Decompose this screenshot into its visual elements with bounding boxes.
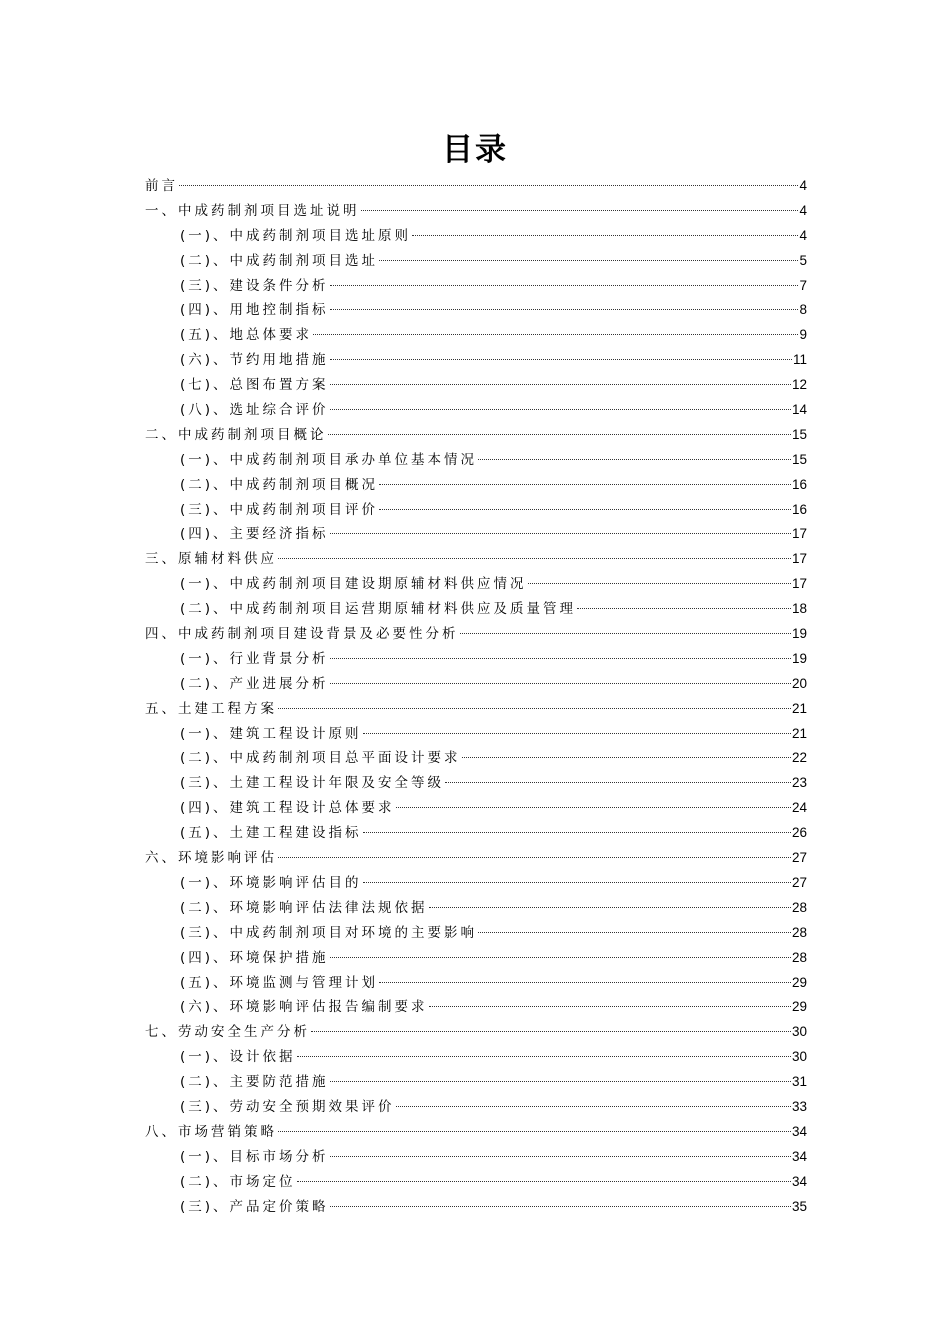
toc-entry-label: (七)、总图布置方案 <box>180 377 329 394</box>
toc-entry-label: (二)、中成药制剂项目运营期原辅材料供应及质量管理 <box>180 601 577 618</box>
toc-dot-leader <box>330 1206 791 1207</box>
toc-page-number: 29 <box>791 999 807 1015</box>
toc-dot-leader <box>330 409 791 410</box>
toc-dot-leader <box>412 235 798 236</box>
toc-section-entry[interactable] <box>145 1195 807 1220</box>
toc-dot-leader <box>363 832 791 833</box>
toc-dot-leader <box>445 782 791 783</box>
toc-entry-label: 七、劳动安全生产分析 <box>145 1024 310 1041</box>
toc-page-number: 21 <box>791 700 807 716</box>
toc-dot-leader <box>460 633 791 634</box>
toc-section-entry[interactable] <box>145 498 807 523</box>
toc-page-number: 12 <box>791 377 807 393</box>
toc-entry-label: 三、原辅材料供应 <box>145 551 277 568</box>
toc-page-number: 14 <box>791 402 807 418</box>
toc-section-entry[interactable] <box>145 1095 807 1120</box>
toc-entry-label: (一)、行业背景分析 <box>180 650 329 667</box>
toc-page-number: 19 <box>791 650 807 666</box>
toc-entry-label: (三)、中成药制剂项目评价 <box>180 501 379 518</box>
toc-section-entry[interactable] <box>145 896 807 921</box>
toc-dot-leader <box>278 857 791 858</box>
toc-page-number: 29 <box>791 974 807 990</box>
toc-chapter-entry[interactable] <box>145 846 807 871</box>
toc-entry-label: (五)、环境监测与管理计划 <box>180 974 379 991</box>
toc-entry-label: 四、中成药制剂项目建设背景及必要性分析 <box>145 626 459 643</box>
toc-dot-leader <box>330 285 799 286</box>
page-title: 目录 <box>442 132 508 168</box>
toc-dot-leader <box>313 334 798 335</box>
toc-dot-leader <box>478 932 791 933</box>
toc-entry-label: (二)、主要防范措施 <box>180 1074 329 1091</box>
toc-dot-leader <box>311 1031 791 1032</box>
toc-entry-label: (六)、节约用地措施 <box>180 352 329 369</box>
toc-dot-leader <box>379 260 798 261</box>
toc-entry-label: (三)、建设条件分析 <box>180 277 329 294</box>
toc-entry-label: (二)、中成药制剂项目概况 <box>180 476 379 493</box>
toc-dot-leader <box>328 434 791 435</box>
toc-dot-leader <box>330 533 791 534</box>
toc-dot-leader <box>462 757 791 758</box>
toc-entry-label: 六、环境影响评估 <box>145 850 277 867</box>
toc-page-number: 17 <box>791 576 807 592</box>
toc-section-entry[interactable] <box>145 995 807 1020</box>
toc-dot-leader <box>330 359 792 360</box>
toc-entry-label: 二、中成药制剂项目概论 <box>145 426 327 443</box>
toc-entry-label: (八)、选址综合评价 <box>180 402 329 419</box>
toc-entry-label: (三)、土建工程设计年限及安全等级 <box>180 775 445 792</box>
toc-page-number: 5 <box>799 252 807 268</box>
toc-page-number: 4 <box>799 178 807 193</box>
toc-entry-label: (一)、环境影响评估目的 <box>180 874 362 891</box>
toc-dot-leader <box>278 708 791 709</box>
toc-section-entry[interactable] <box>145 398 807 423</box>
toc-entry-label: (一)、中成药制剂项目承办单位基本情况 <box>180 451 478 468</box>
toc-chapter-entry[interactable] <box>145 423 807 448</box>
toc-dot-leader <box>297 1056 791 1057</box>
toc-entry-label: (二)、产业进展分析 <box>180 675 329 692</box>
toc-entry-label: (二)、环境影响评估法律法规依据 <box>180 899 428 916</box>
toc-section-entry[interactable] <box>145 796 807 821</box>
toc-page-number: 17 <box>791 551 807 567</box>
toc-page-number: 7 <box>799 277 807 293</box>
toc-section-entry[interactable] <box>145 946 807 971</box>
toc-section-entry[interactable] <box>145 672 807 697</box>
toc-dot-leader <box>528 583 791 584</box>
toc-dot-leader <box>361 210 799 211</box>
toc-page-number: 33 <box>791 1098 807 1114</box>
toc-section-entry[interactable] <box>145 274 807 299</box>
toc-dot-leader <box>429 907 791 908</box>
toc-page-number: 31 <box>791 1074 807 1090</box>
toc-page-number: 28 <box>791 899 807 915</box>
toc-entry-label: (一)、设计依据 <box>180 1049 296 1066</box>
toc-chapter-entry[interactable] <box>145 697 807 722</box>
toc-entry-label: (五)、土建工程建设指标 <box>180 825 362 842</box>
toc-section-entry[interactable] <box>145 771 807 796</box>
toc-page-number: 30 <box>791 1024 807 1040</box>
toc-page-number: 19 <box>791 626 807 642</box>
toc-entry-label: (五)、地总体要求 <box>180 327 313 344</box>
toc-dot-leader <box>478 459 791 460</box>
toc-section-entry[interactable] <box>145 448 807 473</box>
toc-section-entry[interactable] <box>145 1170 807 1195</box>
toc-page-number: 11 <box>792 352 807 368</box>
toc-dot-leader <box>363 882 791 883</box>
toc-page-number: 16 <box>791 501 807 517</box>
toc-section-entry[interactable] <box>145 1145 807 1170</box>
toc-section-entry[interactable] <box>145 522 807 547</box>
toc-dot-leader <box>396 1106 791 1107</box>
toc-entry-label: (三)、中成药制剂项目对环境的主要影响 <box>180 924 478 941</box>
toc-chapter-entry[interactable] <box>145 174 807 199</box>
toc-page-number: 17 <box>791 526 807 542</box>
toc-dot-leader <box>379 982 791 983</box>
toc-page-number: 28 <box>791 949 807 965</box>
toc-chapter-entry[interactable] <box>145 1120 807 1145</box>
toc-section-entry[interactable] <box>145 373 807 398</box>
toc-page-number: 21 <box>791 725 807 741</box>
toc-section-entry[interactable] <box>145 647 807 672</box>
toc-entry-label: (一)、中成药制剂项目选址原则 <box>180 227 412 244</box>
toc-page-number: 4 <box>799 202 807 218</box>
toc-entry-label: 一、中成药制剂项目选址说明 <box>145 202 360 219</box>
toc-entry-label: (三)、劳动安全预期效果评价 <box>180 1098 395 1115</box>
toc-page-number: 8 <box>799 302 807 318</box>
toc-entry-label: (一)、中成药制剂项目建设期原辅材料供应情况 <box>180 576 527 593</box>
toc-entry-label: 八、市场营销策略 <box>145 1123 277 1140</box>
toc-section-entry[interactable] <box>145 323 807 348</box>
toc-page-number: 24 <box>791 800 807 816</box>
toc-entry-label: (四)、建筑工程设计总体要求 <box>180 800 395 817</box>
toc-entry-label: (二)、中成药制剂项目选址 <box>180 252 379 269</box>
toc-page-number: 16 <box>791 476 807 492</box>
toc-page-number: 27 <box>791 874 807 890</box>
toc-entry-label: (四)、用地控制指标 <box>180 302 329 319</box>
toc-page-number: 34 <box>791 1173 807 1189</box>
toc-chapter-entry[interactable] <box>145 199 807 224</box>
toc-dot-leader <box>577 608 791 609</box>
toc-page-number: 34 <box>791 1148 807 1164</box>
toc-section-entry[interactable] <box>145 572 807 597</box>
toc-section-entry[interactable] <box>145 348 807 373</box>
table-of-contents <box>145 174 807 1219</box>
toc-entry-label: 五、土建工程方案 <box>145 700 277 717</box>
toc-page-number: 23 <box>791 775 807 791</box>
toc-section-entry[interactable] <box>145 249 807 274</box>
toc-dot-leader <box>297 1181 791 1182</box>
toc-section-entry[interactable] <box>145 821 807 846</box>
toc-page-number: 20 <box>791 675 807 691</box>
toc-page-number: 15 <box>791 426 807 442</box>
toc-chapter-entry[interactable] <box>145 622 807 647</box>
toc-entry-label: 前言 <box>145 178 178 194</box>
toc-page-number: 30 <box>791 1049 807 1065</box>
toc-dot-leader <box>379 484 791 485</box>
toc-entry-label: (二)、中成药制剂项目总平面设计要求 <box>180 750 461 767</box>
toc-dot-leader <box>330 1156 791 1157</box>
toc-section-entry[interactable] <box>145 473 807 498</box>
toc-section-entry[interactable] <box>145 1070 807 1095</box>
toc-section-entry[interactable] <box>145 298 807 323</box>
toc-entry-label: (二)、市场定位 <box>180 1173 296 1190</box>
toc-entry-label: (一)、目标市场分析 <box>180 1148 329 1165</box>
toc-page-number: 35 <box>791 1198 807 1214</box>
toc-dot-leader <box>396 807 791 808</box>
toc-page-number: 4 <box>799 227 807 243</box>
toc-dot-leader <box>330 957 791 958</box>
toc-page-number: 26 <box>791 825 807 841</box>
toc-dot-leader <box>179 185 798 186</box>
toc-dot-leader <box>278 558 791 559</box>
toc-page-number: 9 <box>799 327 807 343</box>
toc-entry-label: (六)、环境影响评估报告编制要求 <box>180 999 428 1016</box>
toc-section-entry[interactable] <box>145 597 807 622</box>
toc-dot-leader <box>363 733 791 734</box>
toc-entry-label: (四)、主要经济指标 <box>180 526 329 543</box>
toc-chapter-entry[interactable] <box>145 547 807 572</box>
toc-section-entry[interactable] <box>145 1045 807 1070</box>
toc-entry-label: (四)、环境保护措施 <box>180 949 329 966</box>
toc-entry-label: (三)、产品定价策略 <box>180 1198 329 1215</box>
toc-page-number: 27 <box>791 850 807 866</box>
toc-dot-leader <box>330 658 791 659</box>
toc-dot-leader <box>379 509 791 510</box>
toc-section-entry[interactable] <box>145 224 807 249</box>
toc-page-number: 28 <box>791 924 807 940</box>
toc-dot-leader <box>429 1006 791 1007</box>
toc-chapter-entry[interactable] <box>145 1020 807 1045</box>
toc-page-number: 18 <box>791 601 807 617</box>
toc-section-entry[interactable] <box>145 871 807 896</box>
toc-section-entry[interactable] <box>145 971 807 996</box>
toc-page-number: 15 <box>791 451 807 467</box>
toc-page-number: 34 <box>791 1123 807 1139</box>
toc-dot-leader <box>330 1081 791 1082</box>
toc-section-entry[interactable] <box>145 722 807 747</box>
toc-dot-leader <box>278 1131 791 1132</box>
toc-dot-leader <box>330 683 791 684</box>
toc-entry-label: (一)、建筑工程设计原则 <box>180 725 362 742</box>
toc-page-number: 22 <box>791 750 807 766</box>
toc-dot-leader <box>330 384 791 385</box>
toc-dot-leader <box>330 309 799 310</box>
toc-section-entry[interactable] <box>145 921 807 946</box>
toc-section-entry[interactable] <box>145 746 807 771</box>
